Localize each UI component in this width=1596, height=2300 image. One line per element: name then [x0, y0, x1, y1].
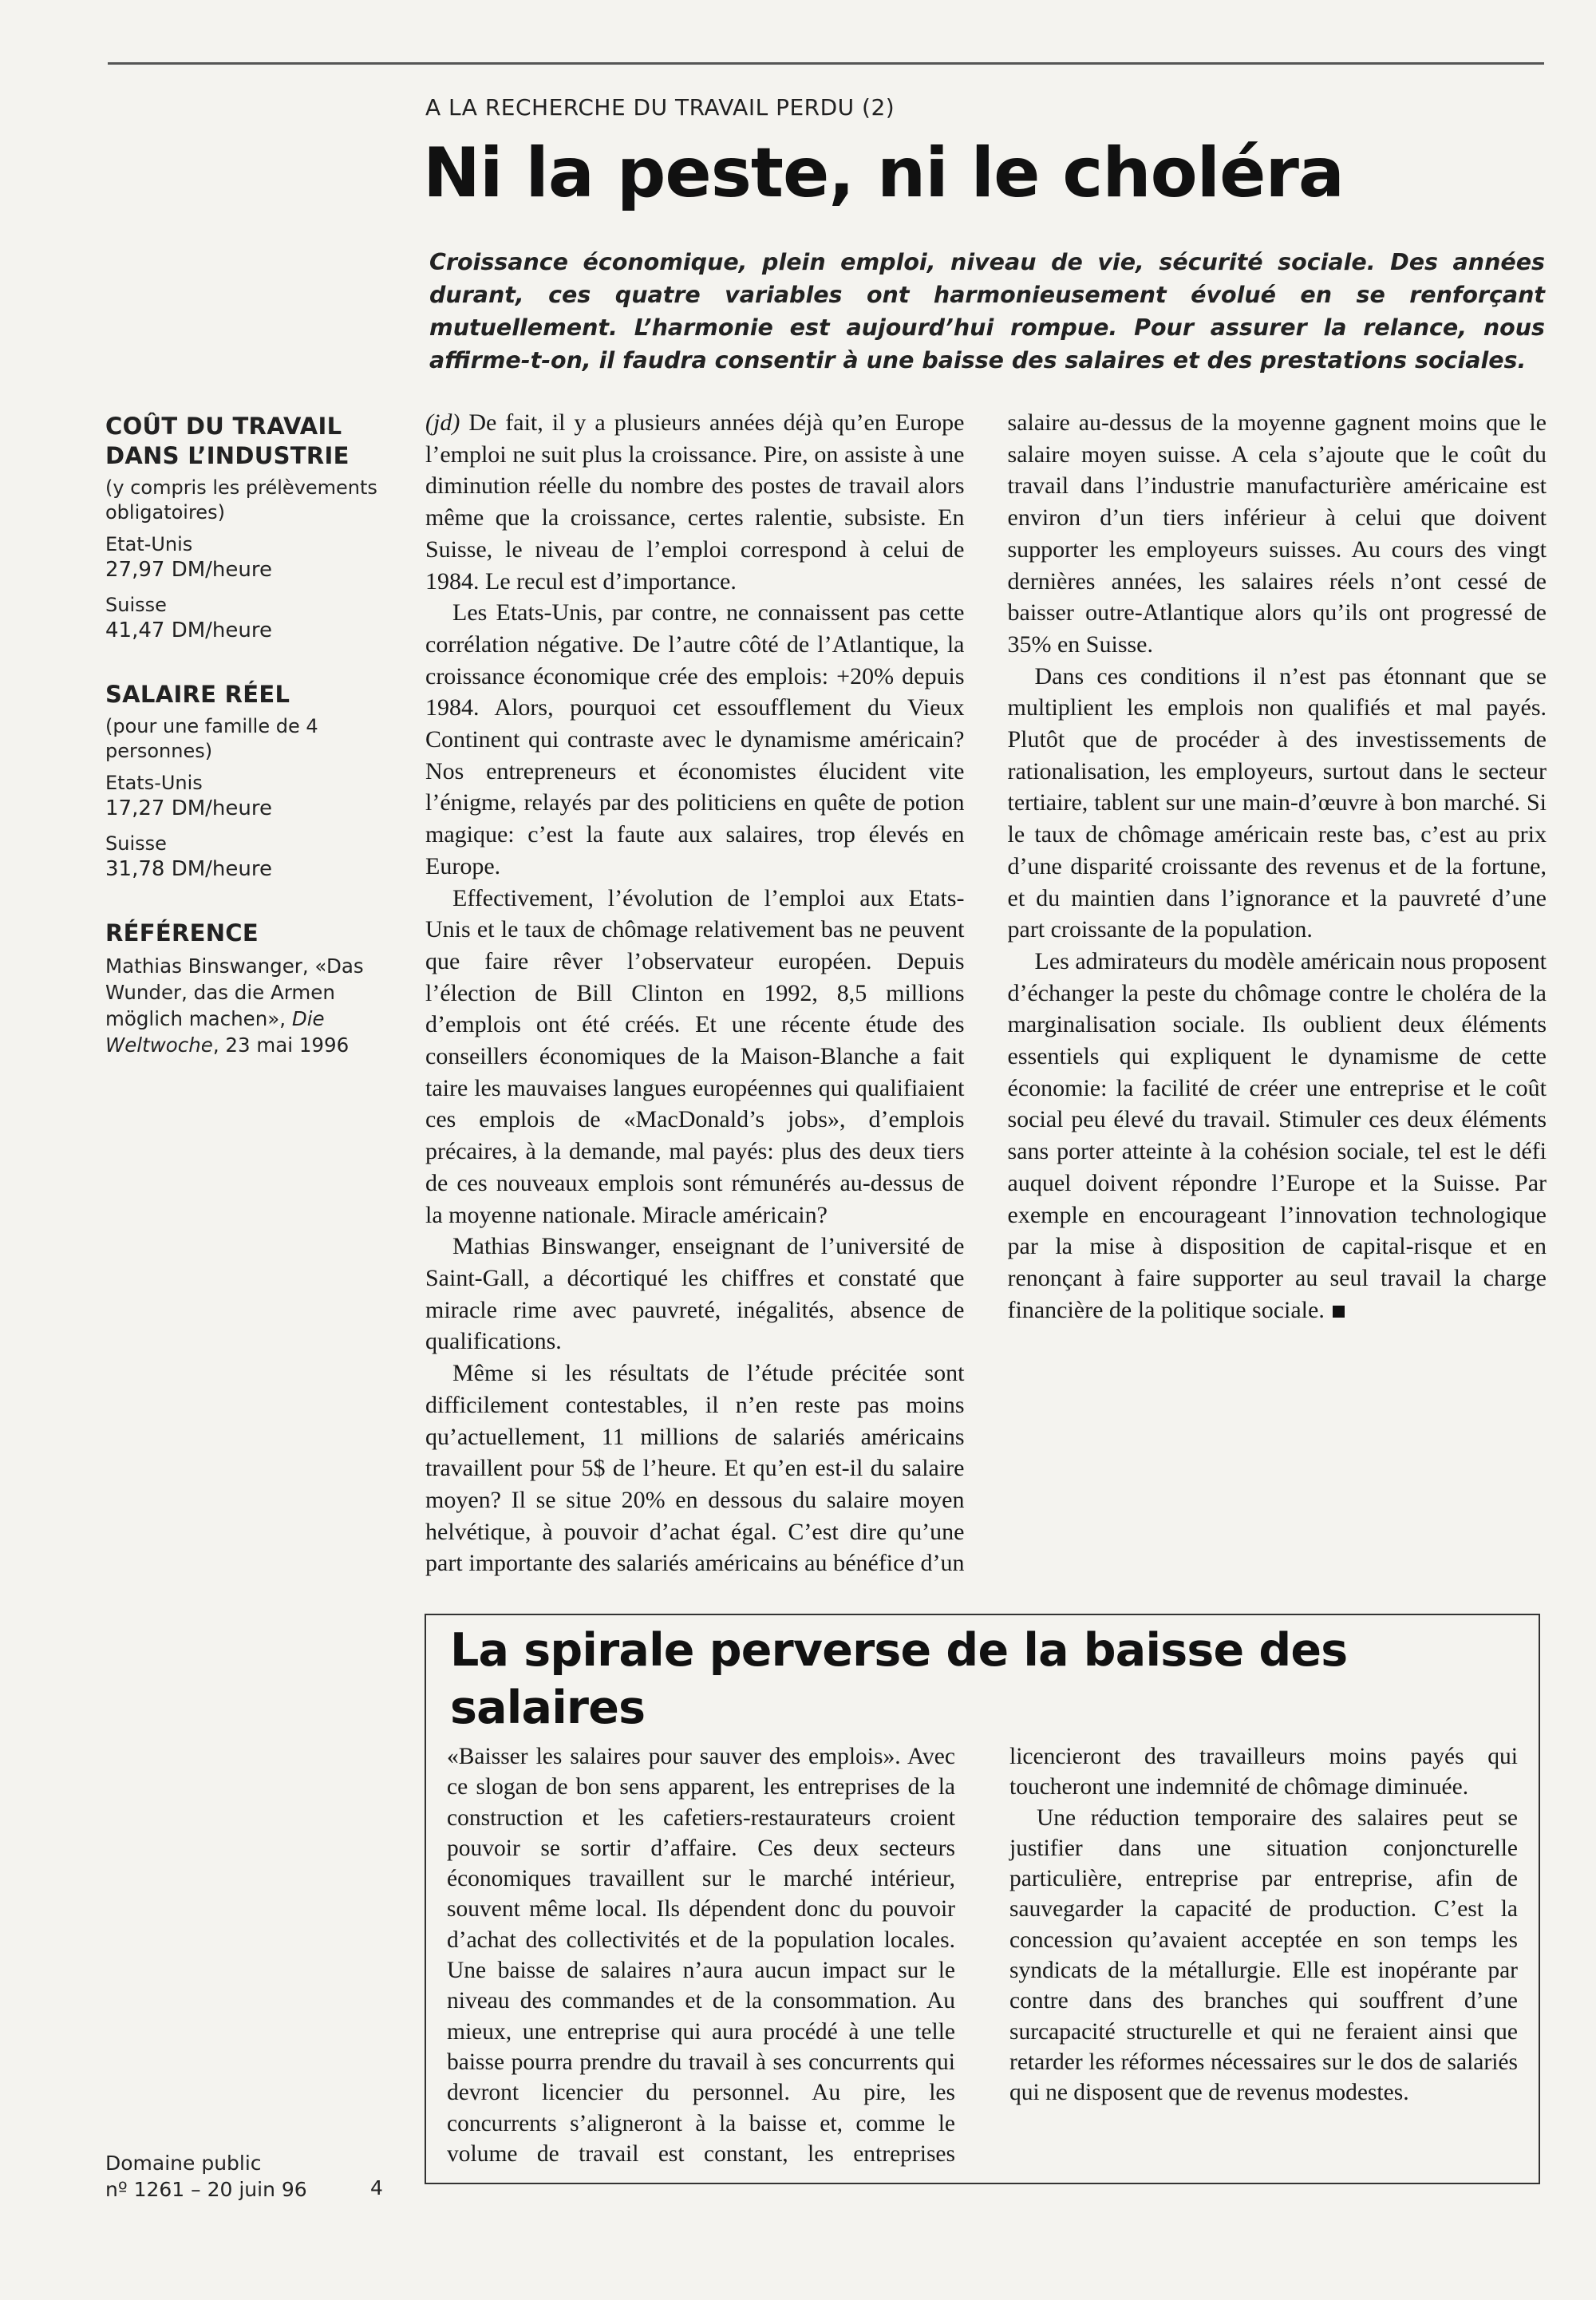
sidebar: [105, 412, 385, 1058]
sidebar-item-label: Etat-Unis: [105, 533, 193, 555]
article-body: [425, 407, 1547, 1588]
article-paragraph: Dans ces conditions il n’est pas étonnant que se multiplient les emplois non qualifiés et mal payés. Plutôt que de procéder à des investissements de rationalisation, les employeurs, surtout dans le secteur tertiaire, tablent sur une main-d’œuvre à bon marché. Si le taux de chômage américain reste bas, c’est au prix d’une disparité croissante des revenus et de la fortune, et du maintien dans l’ignorance et la pauvreté d’une part croissante de la population.: [1007, 662, 1547, 943]
article-paragraph: Les Etats-Unis, par contre, ne connaissent pas cette corrélation négative. De l’autre côté de l’Atlantique, la croissance économique crée des emplois: +20% depuis 1984. Alors, pourquoi cet essoufflement du Vieux Continent qui contraste avec le dynamisme américain? Nos entrepreneurs et économistes élucident vite l’énigme, relayés par des politiciens en quête de potion magique: c’est la faute aux salaires, trop élevés en Europe.: [425, 599, 965, 879]
article-lead: Croissance économique, plein emploi, niveau de vie, sécurité sociale. Des années durant, ces quatre variables ont harmonieusement évolué en se renforçant mutuellement. L’harmonie est aujourd’hui rompue. Pour assurer la relance, nous affirme-t-on, il faudra consentir à une baisse des salaires et des prestations sociales.: [429, 249, 1545, 373]
end-of-article-mark: [1333, 1306, 1345, 1318]
article-paragraph: Les admirateurs du modèle américain nous proposent d’échanger la peste du chômage contre le choléra de la marginalisation sociale. Ils oublient deux éléments essentiels qui expliquent le dynamisme de cette économie: la facilité de créer une entreprise et le coût social peu élevé du travail. Stimuler ces deux éléments sans porter atteinte à la cohésion sociale, tel est le défi auquel doivent répondre l’Europe et la Suisse. Par exemple en encourageant l’innovation technologique par la mise à disposition de capital-risque et en renonçant à faire supporter au seul travail la charge financière de la politique sociale.: [1007, 947, 1547, 1323]
box-title: La spirale perverse de la baisse des salaires: [450, 1624, 1348, 1734]
sidebar-item-label: Suisse: [105, 832, 167, 855]
issue-info: nº 1261 – 20 juin 96: [105, 2178, 307, 2201]
sidebar-item-value: 17,27 DM/heure: [105, 796, 272, 820]
sidebar-item-label: Suisse: [105, 594, 167, 616]
author-initials: (jd): [425, 409, 460, 436]
article-paragraph: Mathias Binswanger, enseignant de l’université de Saint-Gall, a décortiqué les chiffres et constaté que miracle rime avec pauvreté, inégalités, absence de qualifications.: [425, 1233, 965, 1355]
article-paragraph: Effectivement, l’évolution de l’emploi aux Etats-Unis et le taux de chômage relativement bas ne peuvent que faire rêver l’observateur européen. Depuis l’élection de Bill Clinton en 1992, 8,5 millions d’emplois ont été créés. Et une récente étude des conseillers économiques de la Maison-Blanche a fait taire les mauvaises langues européennes qui qualifiaient ces emplois de «MacDonald’s jobs», d’emplois précaires, à la demande, mal payés: plus des deux tiers de ces nouveaux emplois sont rémunérés au-dessus de la moyenne nationale. Miracle américain?: [425, 884, 965, 1228]
sidebar-item-label: Etats-Unis: [105, 772, 203, 794]
sidebar-salary-item: [105, 831, 385, 882]
sidebar-cost-item: [105, 532, 385, 583]
sidebar-salary-section: [105, 680, 385, 882]
sidebar-reference-text: Mathias Binswanger, «Das Wunder, das die Armen möglich machen», Die Weltwoche, 23 mai 1996: [105, 954, 364, 1057]
sidebar-cost-item: [105, 592, 385, 643]
article-paragraph: Même si les résultats de l’étude précitée sont difficilement contestables, il n’en reste pas moins qu’actuellement, 11 millions de salariés américains travaillent pour 5$ de l’heure. Et qu’en est-il du salaire moyen? Il se situe 20% en dessous du salaire moyen helvétique, à pouvoir d’achat égal. C’est dire qu’une part importante des salariés américains au bénéfice d’un salaire au-dessus de la moyenne gagnent moins que le salaire moyen suisse. A cela s’ajoute que le coût du travail dans l’industrie manufacturière américaine est environ d’un tiers inférieur à celui que doivent supporter les employeurs suisses. Au cours des vingt dernières années, les salaires réels n’ont cessé de baisser outre-Atlantique alors qu’ils ont progressé de 35% en Suisse.: [425, 409, 1547, 1577]
sidebar-item-value: 31,78 DM/heure: [105, 857, 272, 881]
sidebar-item-value: 41,47 DM/heure: [105, 618, 272, 642]
box-paragraph: «Baisser les salaires pour sauver des emplois». Avec ce slogan de bon sens apparent, les entreprises de la construction et les cafetiers-restaurateurs croient pouvoir se sortir d’affaire. Ces deux secteurs économiques travaillent sur le marché intérieur, souvent même local. Ils dépendent donc du pouvoir d’achat des collectivités et de la population locales. Une baisse de salaires n’aura aucun impact sur le niveau des commandes et de la consommation. Au mieux, une entreprise qui aura procédé à une telle baisse pourra prendre du travail à ses concurrents qui devront licencier du personnel. Au pire, les concurrents s’aligneront à la baisse et, comme le volume de travail est constant, les entreprises licencieront des travailleurs moins payés qui toucheront une indemnité de chômage diminuée.: [447, 1744, 1518, 2167]
sidebar-item-value: 27,97 DM/heure: [105, 558, 272, 582]
sidebar-cost-note: (y compris les prélèvements obligatoires): [105, 476, 377, 524]
article-paragraph: (jd) De fait, il y a plusieurs années déjà qu’en Europe l’emploi ne suit plus la croissance. Pire, on assiste à une diminution réelle du nombre des postes de travail alors même que la croissance, certes ralentie, subsiste. En Suisse, le niveau de l’emploi correspond à celui de 1984. Le recul est d’importance.: [425, 409, 965, 595]
box-paragraph: Une réduction temporaire des salaires peut se justifier dans une situation conjoncturelle particulière, entreprise par entreprise, afin de sauvegarder la capacité de production. C’est la concession qu’avaient acceptée en son temps les syndicats de la métallurgie. Elle est inopérante par contre dans des branches qui souffrent d’une surcapacité structurelle et qui ne feraient ainsi que retarder les réformes nécessaires sur le dos de salariés qui ne disposent que de revenus modestes.: [1009, 1804, 1518, 2106]
sidebar-salary-note: (pour une famille de 4 personnes): [105, 715, 318, 762]
sidebar-salary-item: [105, 770, 385, 821]
top-rule: [108, 62, 1544, 65]
footer: [105, 2150, 393, 2203]
boxed-article: [425, 1614, 1540, 2184]
sidebar-reference-section: [105, 919, 385, 1058]
publication-name: Domaine public: [105, 2152, 262, 2175]
sidebar-salary-heading: SALAIRE RÉEL: [105, 681, 290, 708]
reference-publication: Die Weltwoche: [105, 1007, 325, 1057]
box-body: [442, 1741, 1523, 2228]
article-title: Ni la peste, ni le choléra: [423, 133, 1344, 213]
sidebar-cost-section: [105, 412, 385, 643]
sidebar-cost-heading: COÛT DU TRAVAIL DANS L’INDUSTRIE: [105, 413, 350, 469]
sidebar-reference-heading: RÉFÉRENCE: [105, 919, 259, 946]
section-kicker: A LA RECHERCHE DU TRAVAIL PERDU (2): [425, 94, 895, 121]
page-number: 4: [370, 2176, 383, 2199]
